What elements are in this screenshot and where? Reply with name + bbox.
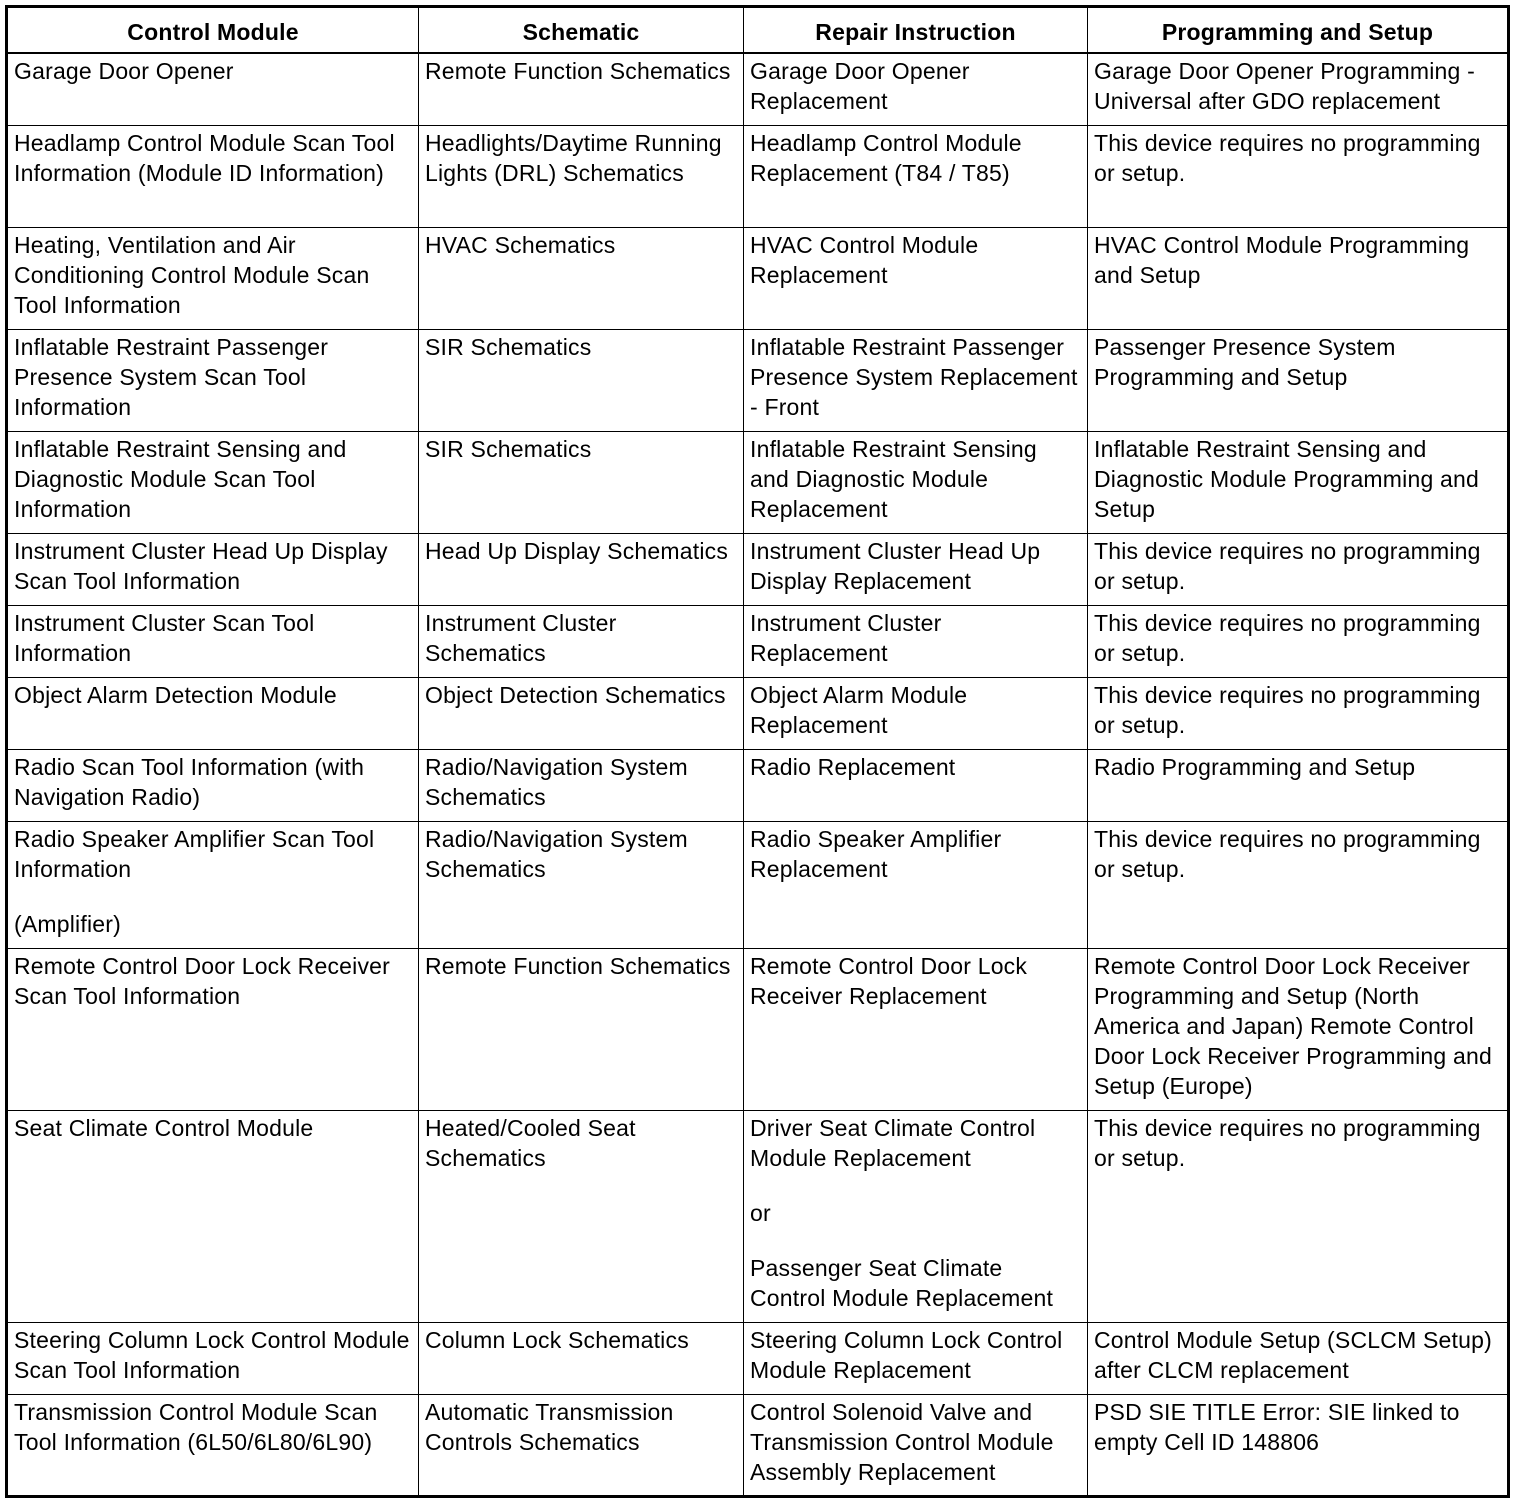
table-row [7, 821, 1509, 948]
cell-text: Remote Control Door Lock Receiver Programming and Setup (North America and Japan) Remote Control Door Lock Receiver Programming and Setup (Europe) [1094, 952, 1492, 1099]
control-module-cell [7, 821, 419, 948]
cell-text: HVAC Schematics [425, 231, 616, 258]
cell-text: Steering Column Lock Control Module Replacement [750, 1326, 1063, 1383]
table-row [7, 431, 1509, 533]
schematic-cell [419, 125, 744, 227]
cell-text: Remote Function Schematics [425, 58, 731, 84]
schematic-cell [419, 53, 744, 125]
cell-text: SIR Schematics [425, 435, 592, 462]
table-body [7, 53, 1509, 1496]
schematic-cell [419, 431, 744, 533]
cell-text: HVAC Control Module Replacement [750, 231, 979, 288]
cell-text: Radio/Navigation System Schematics [425, 753, 688, 810]
repair-instruction-cell [744, 749, 1088, 821]
cell-text: Passenger Seat Climate Control Module Replacement [750, 1254, 1054, 1311]
repair-instruction-cell [744, 677, 1088, 749]
module-reference-table [5, 5, 1510, 1498]
programming-setup-cell [1088, 749, 1509, 821]
cell-text: Inflatable Restraint Sensing and Diagnostic Module Programming and Setup [1094, 435, 1480, 522]
repair-instruction-cell [744, 227, 1088, 329]
cell-text: Remote Function Schematics [425, 952, 731, 979]
cell-text: or [750, 1199, 771, 1226]
programming-setup-cell [1088, 329, 1509, 431]
schematic-cell [419, 329, 744, 431]
cell-text: Head Up Display Schematics [425, 537, 729, 564]
schematic-cell [419, 1394, 744, 1496]
programming-setup-cell [1088, 605, 1509, 677]
cell-text: Remote Control Door Lock Receiver Replacement [750, 952, 1028, 1009]
cell-text: Inflatable Restraint Sensing and Diagnostic Module Replacement [750, 435, 1037, 522]
table-row [7, 125, 1509, 227]
cell-text: Transmission Control Module Scan Tool Information (6L50/6L80/6L90) [14, 1398, 378, 1455]
cell-text: Headlamp Control Module Replacement (T84 / T85) [750, 129, 1022, 186]
cell-text: This device requires no programming or setup. [1094, 129, 1481, 186]
cell-text: Automatic Transmission Controls Schematics [425, 1398, 674, 1455]
cell-text: PSD SIE TITLE Error: SIE linked to empty Cell ID 148806 [1094, 1398, 1460, 1455]
cell-text: Seat Climate Control Module [14, 1114, 314, 1141]
header-schematic: Schematic [419, 7, 744, 54]
cell-text: Instrument Cluster Replacement [750, 609, 942, 666]
cell-text: Inflatable Restraint Sensing and Diagnostic Module Scan Tool Information [14, 435, 347, 522]
cell-text: Passenger Presence System Programming and Setup [1094, 333, 1396, 390]
cell-text: HVAC Control Module Programming and Setup [1094, 231, 1470, 288]
schematic-cell [419, 749, 744, 821]
header-repair-instruction: Repair Instruction [744, 7, 1088, 54]
cell-text: This device requires no programming or setup. [1094, 537, 1481, 594]
control-module-cell [7, 749, 419, 821]
repair-instruction-cell [744, 821, 1088, 948]
control-module-cell [7, 329, 419, 431]
cell-text: Garage Door Opener Programming - Universal after GDO replacement [1094, 58, 1475, 114]
control-module-cell [7, 1110, 419, 1322]
cell-text: This device requires no programming or setup. [1094, 681, 1481, 738]
table-row [7, 227, 1509, 329]
programming-setup-cell [1088, 1322, 1509, 1394]
programming-setup-cell [1088, 53, 1509, 125]
cell-text: Remote Control Door Lock Receiver Scan Tool Information [14, 952, 391, 1009]
programming-setup-cell [1088, 1394, 1509, 1496]
control-module-cell [7, 948, 419, 1110]
control-module-cell [7, 125, 419, 227]
table-row [7, 329, 1509, 431]
cell-text: Control Module Setup (SCLCM Setup) after CLCM replacement [1094, 1326, 1492, 1383]
schematic-cell [419, 1322, 744, 1394]
cell-text: Instrument Cluster Head Up Display Replacement [750, 537, 1041, 594]
repair-instruction-cell [744, 533, 1088, 605]
cell-text: Object Alarm Module Replacement [750, 681, 968, 738]
table-row [7, 1110, 1509, 1322]
cell-text: This device requires no programming or setup. [1094, 825, 1481, 882]
header-row [7, 7, 1509, 54]
cell-text: Garage Door Opener [14, 58, 234, 84]
table-row [7, 677, 1509, 749]
cell-text: Radio Replacement [750, 753, 956, 780]
repair-instruction-cell [744, 605, 1088, 677]
cell-text: This device requires no programming or setup. [1094, 1114, 1481, 1171]
control-module-cell [7, 1394, 419, 1496]
table-row [7, 948, 1509, 1110]
schematic-cell [419, 227, 744, 329]
control-module-cell [7, 677, 419, 749]
cell-text: Radio Speaker Amplifier Scan Tool Information [14, 825, 375, 882]
control-module-cell [7, 533, 419, 605]
schematic-cell [419, 677, 744, 749]
table-row [7, 605, 1509, 677]
control-module-cell [7, 605, 419, 677]
cell-text: This device requires no programming or setup. [1094, 609, 1481, 666]
programming-setup-cell [1088, 821, 1509, 948]
control-module-cell [7, 1322, 419, 1394]
header-programming-setup: Programming and Setup [1088, 7, 1509, 54]
programming-setup-cell [1088, 431, 1509, 533]
repair-instruction-cell [744, 1394, 1088, 1496]
programming-setup-cell [1088, 533, 1509, 605]
cell-text: Inflatable Restraint Passenger Presence System Scan Tool Information [14, 333, 329, 420]
programming-setup-cell [1088, 125, 1509, 227]
cell-text: Steering Column Lock Control Module Scan Tool Information [14, 1326, 410, 1383]
cell-text: Column Lock Schematics [425, 1326, 689, 1353]
cell-text: (Amplifier) [14, 910, 121, 937]
repair-instruction-cell [744, 1110, 1088, 1322]
control-module-cell [7, 227, 419, 329]
cell-text: Inflatable Restraint Passenger Presence System Replacement - Front [750, 333, 1078, 420]
cell-text: Radio/Navigation System Schematics [425, 825, 688, 882]
schematic-cell [419, 948, 744, 1110]
schematic-cell [419, 1110, 744, 1322]
programming-setup-cell [1088, 677, 1509, 749]
programming-setup-cell [1088, 1110, 1509, 1322]
cell-text: Headlamp Control Module Scan Tool Information (Module ID Information) [14, 129, 395, 186]
schematic-cell [419, 533, 744, 605]
cell-text: Heating, Ventilation and Air Conditioning Control Module Scan Tool Information [14, 231, 370, 318]
cell-text: Instrument Cluster Scan Tool Information [14, 609, 315, 666]
cell-text: Heated/Cooled Seat Schematics [425, 1114, 636, 1171]
repair-instruction-cell [744, 53, 1088, 125]
repair-instruction-cell [744, 948, 1088, 1110]
repair-instruction-cell [744, 431, 1088, 533]
table-row [7, 533, 1509, 605]
table-row [7, 749, 1509, 821]
cell-text: SIR Schematics [425, 333, 592, 360]
table-row [7, 1394, 1509, 1496]
cell-text: Object Detection Schematics [425, 681, 726, 708]
cell-text: Object Alarm Detection Module [14, 681, 337, 708]
header-control-module: Control Module [7, 7, 419, 54]
control-module-cell [7, 53, 419, 125]
control-module-cell [7, 431, 419, 533]
table-row [7, 1322, 1509, 1394]
repair-instruction-cell [744, 125, 1088, 227]
cell-text: Headlights/Daytime Running Lights (DRL) Schematics [425, 129, 722, 186]
schematic-cell [419, 605, 744, 677]
programming-setup-cell [1088, 227, 1509, 329]
cell-text: Radio Speaker Amplifier Replacement [750, 825, 1002, 882]
schematic-cell [419, 821, 744, 948]
repair-instruction-cell [744, 329, 1088, 431]
cell-text: Radio Scan Tool Information (with Navigation Radio) [14, 753, 365, 810]
programming-setup-cell [1088, 948, 1509, 1110]
repair-instruction-cell [744, 1322, 1088, 1394]
cell-text: Control Solenoid Valve and Transmission Control Module Assembly Replacement [750, 1398, 1054, 1485]
cell-text: Garage Door Opener Replacement [750, 58, 970, 114]
cell-text: Instrument Cluster Head Up Display Scan Tool Information [14, 537, 388, 594]
cell-text: Radio Programming and Setup [1094, 753, 1416, 780]
cell-text: Driver Seat Climate Control Module Replacement [750, 1114, 1036, 1171]
cell-text: Instrument Cluster Schematics [425, 609, 617, 666]
table-row [7, 53, 1509, 125]
